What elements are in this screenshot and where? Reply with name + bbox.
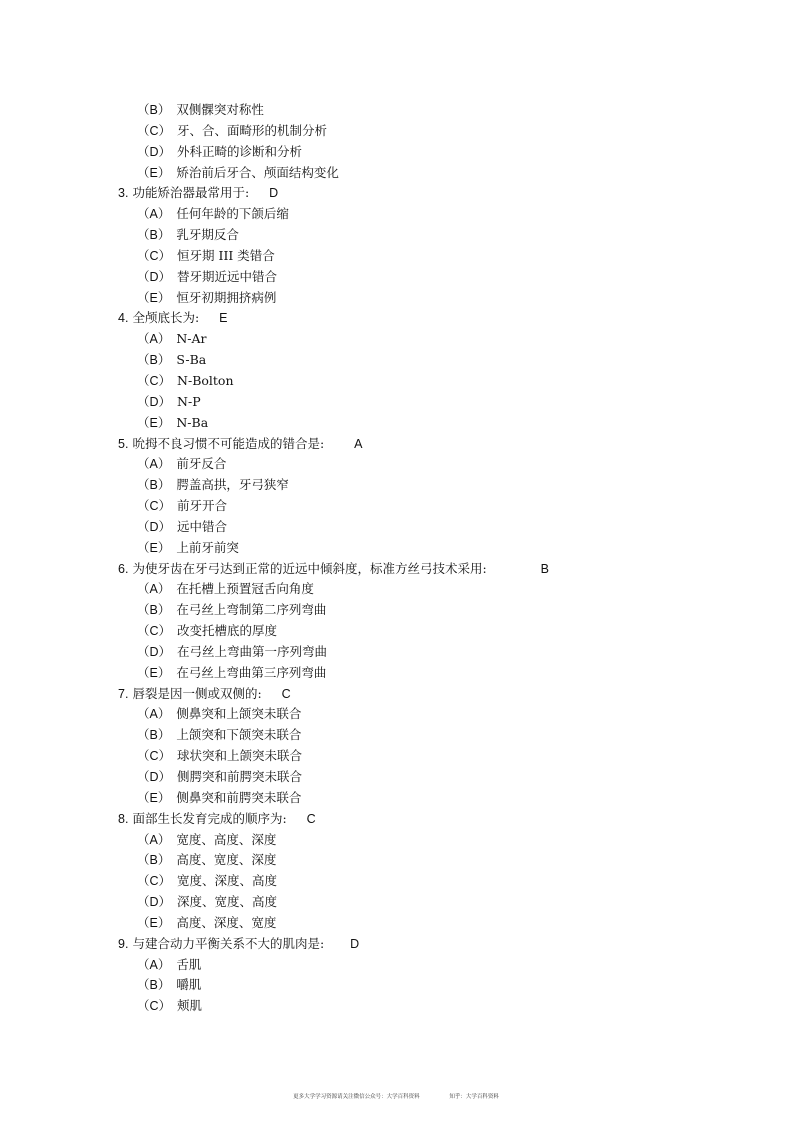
answer-option bbox=[118, 955, 738, 976]
option-label: （B） bbox=[137, 603, 171, 618]
option-text: 恒牙初期拥挤病例 bbox=[176, 289, 277, 305]
answer-key: D bbox=[269, 186, 279, 201]
option-text: 球状突和上颌突未联合 bbox=[177, 748, 303, 764]
option-label: （B） bbox=[137, 978, 171, 993]
option-text: 在托槽上预置冠舌向角度 bbox=[176, 581, 314, 597]
option-text: N-Bolton bbox=[177, 372, 234, 388]
carryover-option bbox=[118, 100, 738, 121]
option-label: （A） bbox=[137, 582, 171, 597]
answer-option bbox=[118, 725, 738, 746]
question-number: 5. bbox=[118, 436, 129, 451]
option-text: 前牙开合 bbox=[177, 498, 228, 514]
question-text: 功能矫治器最常用于: bbox=[132, 185, 250, 201]
option-label: （D） bbox=[137, 644, 172, 659]
answer-option bbox=[118, 850, 738, 871]
option-text: 腭盖高拱，牙弓狭窄 bbox=[176, 477, 289, 493]
question-text: 全颅底长为: bbox=[132, 310, 200, 326]
answer-option bbox=[118, 767, 738, 788]
answer-option bbox=[118, 392, 738, 413]
option-text: 在弓丝上弯曲第三序列弯曲 bbox=[176, 664, 327, 680]
answer-option bbox=[118, 475, 738, 496]
answer-option bbox=[118, 788, 738, 809]
question-number: 4. bbox=[118, 311, 129, 326]
option-label: （D） bbox=[137, 394, 172, 409]
option-label: （E） bbox=[137, 915, 171, 930]
question-number: 6. bbox=[118, 561, 129, 576]
option-text: 外科正畸的诊断和分析 bbox=[177, 143, 303, 159]
footer-zhihu-note: 知乎：大学百科资料 bbox=[449, 1094, 499, 1100]
answer-option bbox=[118, 454, 738, 475]
answer-option bbox=[118, 663, 738, 684]
option-label: （C） bbox=[137, 874, 172, 889]
answer-option bbox=[118, 538, 738, 559]
question-stem bbox=[118, 308, 738, 329]
option-label: （C） bbox=[137, 999, 172, 1014]
answer-option bbox=[118, 871, 738, 892]
option-text: 宽度、深度、高度 bbox=[177, 873, 278, 889]
question-text: 唇裂是因一侧或双侧的: bbox=[132, 685, 262, 701]
option-label: （C） bbox=[137, 749, 172, 764]
answer-key: B bbox=[540, 561, 549, 576]
footer-wechat-note: 更多大学学习资源请关注微信公众号：大学百科资料 bbox=[293, 1094, 420, 1100]
carryover-option bbox=[118, 121, 738, 142]
answer-option bbox=[118, 746, 738, 767]
option-label: （C） bbox=[137, 373, 172, 388]
option-label: （D） bbox=[137, 770, 172, 784]
option-text: 牙、合、面畸形的机制分析 bbox=[177, 122, 328, 138]
option-text: 侧鼻突和上颌突未联合 bbox=[176, 706, 302, 722]
answer-option bbox=[118, 892, 738, 913]
answer-option bbox=[118, 704, 738, 725]
answer-option bbox=[118, 517, 738, 538]
option-text: 在弓丝上弯制第二序列弯曲 bbox=[176, 602, 327, 618]
answer-option bbox=[118, 975, 738, 996]
answer-option bbox=[118, 496, 738, 517]
option-text: 乳牙期反合 bbox=[176, 227, 239, 243]
option-text: 矫治前后牙合、颅面结构变化 bbox=[176, 164, 339, 180]
answer-option bbox=[118, 288, 738, 309]
option-label: （A） bbox=[137, 207, 171, 222]
answer-option bbox=[118, 350, 738, 371]
option-label: （D） bbox=[137, 895, 172, 910]
option-text: S-Ba bbox=[176, 352, 207, 368]
option-text: 侧鼻突和前腭突未联合 bbox=[176, 789, 302, 805]
answer-key: D bbox=[350, 936, 360, 951]
answer-option bbox=[118, 996, 738, 1017]
option-label: （C） bbox=[137, 499, 172, 514]
answer-option bbox=[118, 913, 738, 934]
option-text: 双侧髁突对称性 bbox=[176, 102, 264, 117]
answer-key: E bbox=[219, 311, 228, 326]
option-text: 任何年龄的下颌后缩 bbox=[176, 206, 289, 222]
option-label: （B） bbox=[137, 353, 171, 368]
question-text: 吮拇不良习惯不可能造成的错合是: bbox=[132, 435, 325, 451]
carryover-option bbox=[118, 142, 738, 163]
option-label: （A） bbox=[137, 707, 171, 722]
option-label: （B） bbox=[137, 728, 171, 743]
option-label: （E） bbox=[137, 665, 171, 680]
answer-option bbox=[118, 642, 738, 663]
option-label: （B） bbox=[137, 853, 171, 868]
question-stem bbox=[118, 684, 738, 705]
option-text: 舌肌 bbox=[176, 956, 202, 972]
question-text: 与建合动力平衡关系不大的肌肉是: bbox=[132, 935, 325, 951]
option-label: （E） bbox=[137, 790, 171, 805]
option-label: （B） bbox=[137, 478, 171, 493]
answer-option bbox=[118, 371, 738, 392]
answer-option bbox=[118, 204, 738, 225]
option-label: （E） bbox=[137, 165, 171, 180]
option-text: 侧腭突和前腭突未联合 bbox=[177, 769, 303, 784]
answer-option bbox=[118, 600, 738, 621]
option-text: N-Ar bbox=[176, 331, 207, 347]
answer-option bbox=[118, 225, 738, 246]
option-text: 改变托槽底的厚度 bbox=[177, 623, 278, 639]
option-label: （A） bbox=[137, 457, 171, 472]
option-label: （B） bbox=[137, 228, 171, 243]
option-text: 高度、深度、宽度 bbox=[176, 914, 277, 930]
option-label: （D） bbox=[137, 269, 172, 284]
option-text: N-P bbox=[177, 393, 201, 409]
answer-option bbox=[118, 267, 738, 288]
page-footer bbox=[0, 1092, 792, 1100]
answer-option bbox=[118, 329, 738, 350]
question-number: 3. bbox=[118, 186, 129, 201]
question-number: 8. bbox=[118, 811, 129, 826]
option-label: （B） bbox=[137, 103, 171, 117]
carryover-option bbox=[118, 163, 738, 184]
option-text: 颊肌 bbox=[177, 998, 203, 1014]
option-label: （D） bbox=[137, 519, 172, 534]
answer-option bbox=[118, 413, 738, 434]
answer-option bbox=[118, 579, 738, 600]
option-label: （A） bbox=[137, 832, 171, 847]
option-text: 恒牙期 III 类错合 bbox=[177, 247, 275, 263]
question-stem bbox=[118, 183, 738, 204]
option-text: 高度、宽度、深度 bbox=[176, 852, 277, 868]
answer-key: C bbox=[306, 811, 316, 826]
question-stem bbox=[118, 934, 738, 955]
option-text: 远中错合 bbox=[177, 518, 228, 534]
answer-key: C bbox=[281, 686, 291, 701]
answer-option bbox=[118, 830, 738, 851]
question-text: 面部生长发育完成的顺序为: bbox=[132, 810, 287, 826]
option-text: 上前牙前突 bbox=[176, 539, 239, 555]
option-text: 在弓丝上弯曲第一序列弯曲 bbox=[177, 643, 328, 659]
question-text: 为使牙齿在牙弓达到正常的近远中倾斜度，标准方丝弓技术采用: bbox=[132, 560, 487, 576]
question-number: 9. bbox=[118, 936, 129, 951]
option-label: （E） bbox=[137, 415, 171, 430]
answer-key: A bbox=[354, 436, 363, 451]
option-text: 替牙期近远中错合 bbox=[177, 268, 278, 284]
option-text: 嚼肌 bbox=[176, 977, 202, 993]
option-text: 深度、宽度、高度 bbox=[177, 894, 278, 910]
question-stem bbox=[118, 559, 738, 580]
option-text: 宽度、高度、深度 bbox=[176, 831, 277, 847]
option-text: 上颌突和下颌突未联合 bbox=[176, 727, 302, 743]
option-label: （C） bbox=[137, 248, 172, 263]
answer-option bbox=[118, 621, 738, 642]
option-label: （E） bbox=[137, 540, 171, 555]
option-text: 前牙反合 bbox=[176, 456, 227, 472]
option-text: N-Ba bbox=[176, 414, 209, 430]
question-number: 7. bbox=[118, 686, 129, 701]
option-label: （C） bbox=[137, 123, 172, 138]
option-label: （D） bbox=[137, 144, 172, 159]
option-label: （A） bbox=[137, 332, 171, 347]
option-label: （E） bbox=[137, 290, 171, 305]
option-label: （C） bbox=[137, 624, 172, 639]
question-stem bbox=[118, 434, 738, 455]
answer-option bbox=[118, 246, 738, 267]
option-label: （A） bbox=[137, 957, 171, 972]
question-list bbox=[118, 100, 738, 1017]
question-stem bbox=[118, 809, 738, 830]
